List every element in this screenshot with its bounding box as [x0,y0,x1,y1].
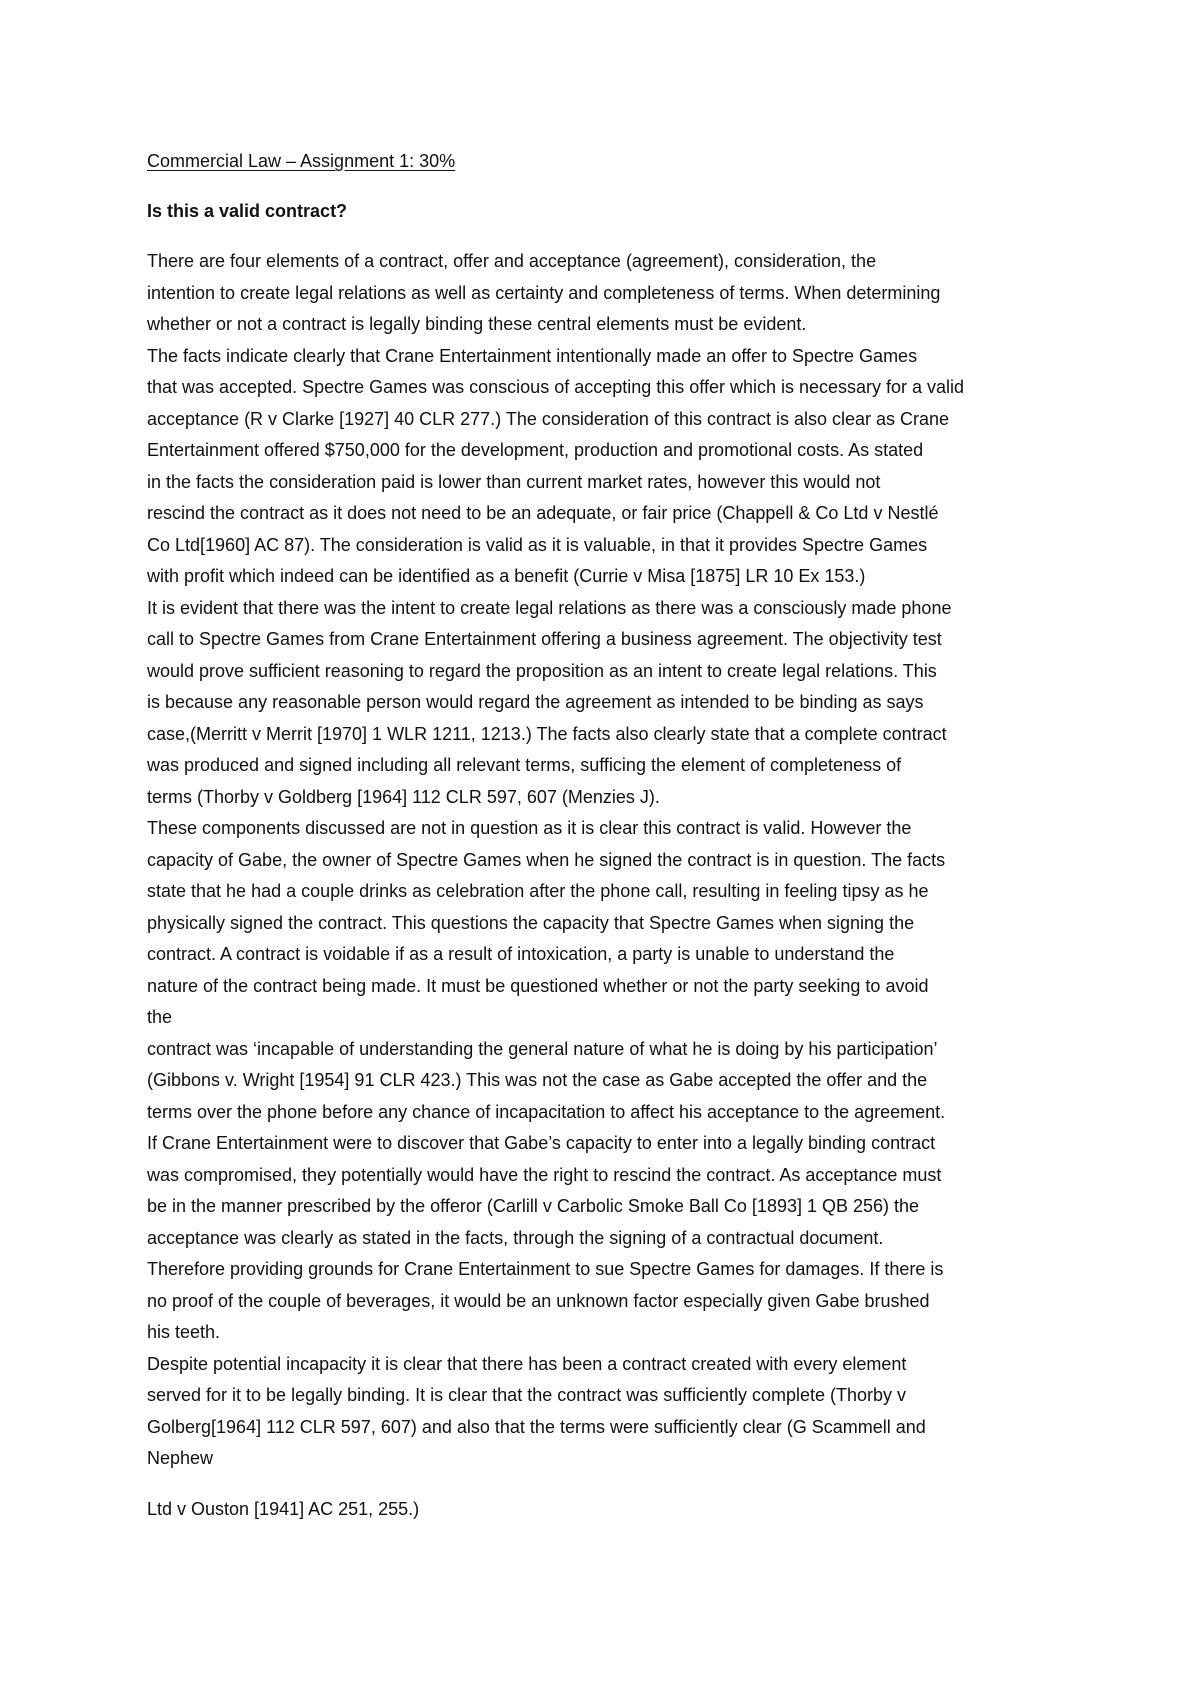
text-line: If Crane Entertainment were to discover that Gabe’s capacity to enter into a legally binding contract [147,1133,936,1153]
text-line: rescind the contract as it does not need to be an adequate, or fair price (Chappell & Co Ltd v Nestlé [147,503,939,523]
text-line: would prove sufficient reasoning to regard the proposition as an intent to create legal relations. This [147,660,937,681]
text-line: acceptance was clearly as stated in the facts, through the signing of a contractual document. [147,1227,884,1248]
text-line: Nephew [147,1448,214,1468]
text-line: physically signed the contract. This questions the capacity that Spectre Games when signing the [147,912,915,933]
text-line: call to Spectre Games from Crane Entertainment offering a business agreement. The objectivity test [147,629,942,649]
text-line: served for it to be legally binding. It is clear that the contract was sufficiently complete (Thorby v [147,1385,907,1405]
text-line: intention to create legal relations as well as certainty and completeness of terms. When determining [147,282,941,303]
text-line: There are four elements of a contract, offer and acceptance (agreement), consideration, the [147,251,877,271]
text-line: state that he had a couple drinks as celebration after the phone call, resulting in feeling tipsy as he [147,881,929,901]
text-line: acceptance (R v Clarke [1927] 40 CLR 277.) The consideration of this contract is also clear as Crane [147,408,950,429]
text-line: capacity of Gabe, the owner of Spectre Games when he signed the contract is in question. The facts [147,849,946,870]
text-line: contract was ‘incapable of understanding the general nature of what he is doing by his participation’ [147,1038,938,1059]
text-line: Co Ltd[1960] AC 87). The consideration is valid as it is valuable, in that it provides Spectre Games [147,534,928,555]
text-line: the [147,1007,173,1027]
text-line: Golberg[1964] 112 CLR 597, 607) and also that the terms were sufficiently clear (G Scammell and [147,1416,926,1437]
text-line: contract. A contract is voidable if as a result of intoxication, a party is unable to understand the [147,944,895,964]
text-line: Therefore providing grounds for Crane Entertainment to sue Spectre Games for damages. If there is [147,1259,944,1279]
text-line: in the facts the consideration paid is lower than current market rates, however this would not [147,471,881,492]
text-line: was produced and signed including all relevant terms, sufficing the element of completeness of [147,755,902,775]
document-title: Commercial Law – Assignment 1: 30% [147,151,456,171]
section-heading: Is this a valid contract? [147,201,348,221]
text-line: whether or not a contract is legally binding these central elements must be evident. [147,314,807,334]
text-line: These components discussed are not in question as it is clear this contract is valid. However the [147,818,912,838]
text-line: nature of the contract being made. It must be questioned whether or not the party seeking to avoid [147,975,929,996]
text-line: that was accepted. Spectre Games was conscious of accepting this offer which is necessary for a valid [147,377,965,397]
text-line: terms over the phone before any chance of incapacitation to affect his acceptance to the agreement. [147,1101,946,1122]
text-line: Despite potential incapacity it is clear that there has been a contract created with every element [147,1353,907,1374]
text-line: terms (Thorby v Goldberg [1964] 112 CLR 597, 607 (Menzies J). [147,786,660,807]
text-line: is because any reasonable person would regard the agreement as intended to be binding as says [147,692,924,712]
text-line: with profit which indeed can be identified as a benefit (Currie v Misa [1875] LR 10 Ex 153.) [147,566,866,586]
document-content [147,146,1077,1525]
text-line: no proof of the couple of beverages, it would be an unknown factor especially given Gabe brushed [147,1290,930,1311]
text-line: (Gibbons v. Wright [1954] 91 CLR 423.) This was not the case as Gabe accepted the offer and the [147,1070,928,1090]
text-line: It is evident that there was the intent to create legal relations as there was a consciously made phone [147,597,952,618]
text-line: his teeth. [147,1322,221,1342]
text-line: Entertainment offered $750,000 for the development, production and promotional costs. As stated [147,440,924,460]
text-line: was compromised, they potentially would have the right to rescind the contract. As acceptance must [147,1164,942,1185]
text-line: The facts indicate clearly that Crane Entertainment intentionally made an offer to Spectre Games [147,345,918,366]
body-paragraphs [147,246,1077,1475]
closing-line: Ltd v Ouston [1941] AC 251, 255.) [147,1498,420,1519]
text-line: case,(Merritt v Merrit [1970] 1 WLR 1211, 1213.) The facts also clearly state that a complete contract [147,723,947,744]
text-line: be in the manner prescribed by the offeror (Carlill v Carbolic Smoke Ball Co [1893] 1 QB 256) the [147,1196,920,1216]
